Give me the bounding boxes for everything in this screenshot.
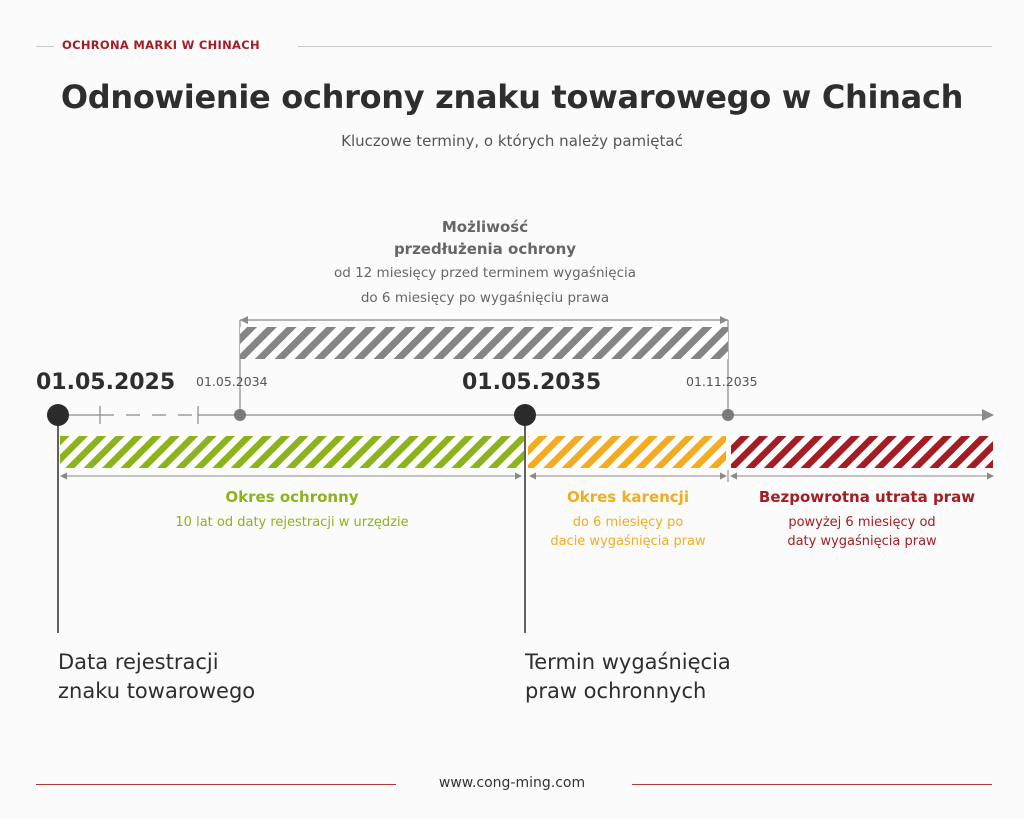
expiry-caption-line1: Termin wygaśnięcia	[525, 650, 731, 674]
page-title: Odnowienie ochrony znaku towarowego w Chinach	[60, 78, 964, 116]
renewal-start-dot	[234, 409, 246, 421]
segment-grace-desc-line2: dacie wygaśnięcia praw	[550, 534, 706, 549]
footer-url[interactable]: www.cong-ming.com	[438, 775, 586, 791]
loss-of-rights-span	[730, 473, 994, 480]
expiry-caption-line2: praw ochronnych	[525, 679, 707, 703]
segment-grace-title: Okres karencji	[567, 488, 689, 506]
segment-grace-desc-line1: do 6 miesięcy po	[572, 515, 684, 530]
segment-loss-desc-line2: daty wygaśnięcia praw	[787, 534, 937, 549]
expiry-dot	[514, 404, 536, 426]
extension-hatched-bar	[240, 327, 728, 359]
grace-period-span	[529, 470, 728, 482]
extension-title-line2: przedłużenia ochrony	[393, 240, 577, 258]
grace-end-dot	[722, 409, 734, 421]
grace-period-bar	[528, 436, 726, 468]
protection-period-span	[60, 473, 522, 480]
segment-loss-desc-line1: powyżej 6 miesięcy od	[788, 515, 936, 530]
date-registration: 01.05.2025	[36, 370, 176, 395]
extension-desc-line1: od 12 miesięcy przed terminem wygaśnięcia	[333, 265, 637, 281]
registration-caption-line2: znaku towarowego	[58, 679, 256, 703]
extension-title-line1: Możliwość	[441, 218, 529, 236]
header-kicker: OCHRONA MARKI W CHINACH	[62, 38, 260, 52]
extension-desc-line2: do 6 miesięcy po wygaśnięciu prawa	[360, 290, 610, 306]
segment-loss-title: Bezpowrotna utrata praw	[758, 488, 976, 506]
page-subtitle: Kluczowe terminy, o których należy pamiętać	[341, 132, 683, 150]
loss-of-rights-bar	[731, 436, 993, 468]
segment-protection-title: Okres ochronny	[225, 488, 359, 506]
registration-caption-line1: Data rejestracji	[58, 650, 219, 674]
date-grace-end: 01.11.2035	[686, 374, 758, 389]
date-renewal-start: 01.05.2034	[196, 374, 268, 389]
registration-dot	[47, 404, 69, 426]
protection-period-bar	[60, 436, 524, 468]
segment-protection-desc: 10 lat od daty rejestracji w urzędzie	[175, 515, 409, 530]
date-expiry: 01.05.2035	[462, 370, 602, 395]
